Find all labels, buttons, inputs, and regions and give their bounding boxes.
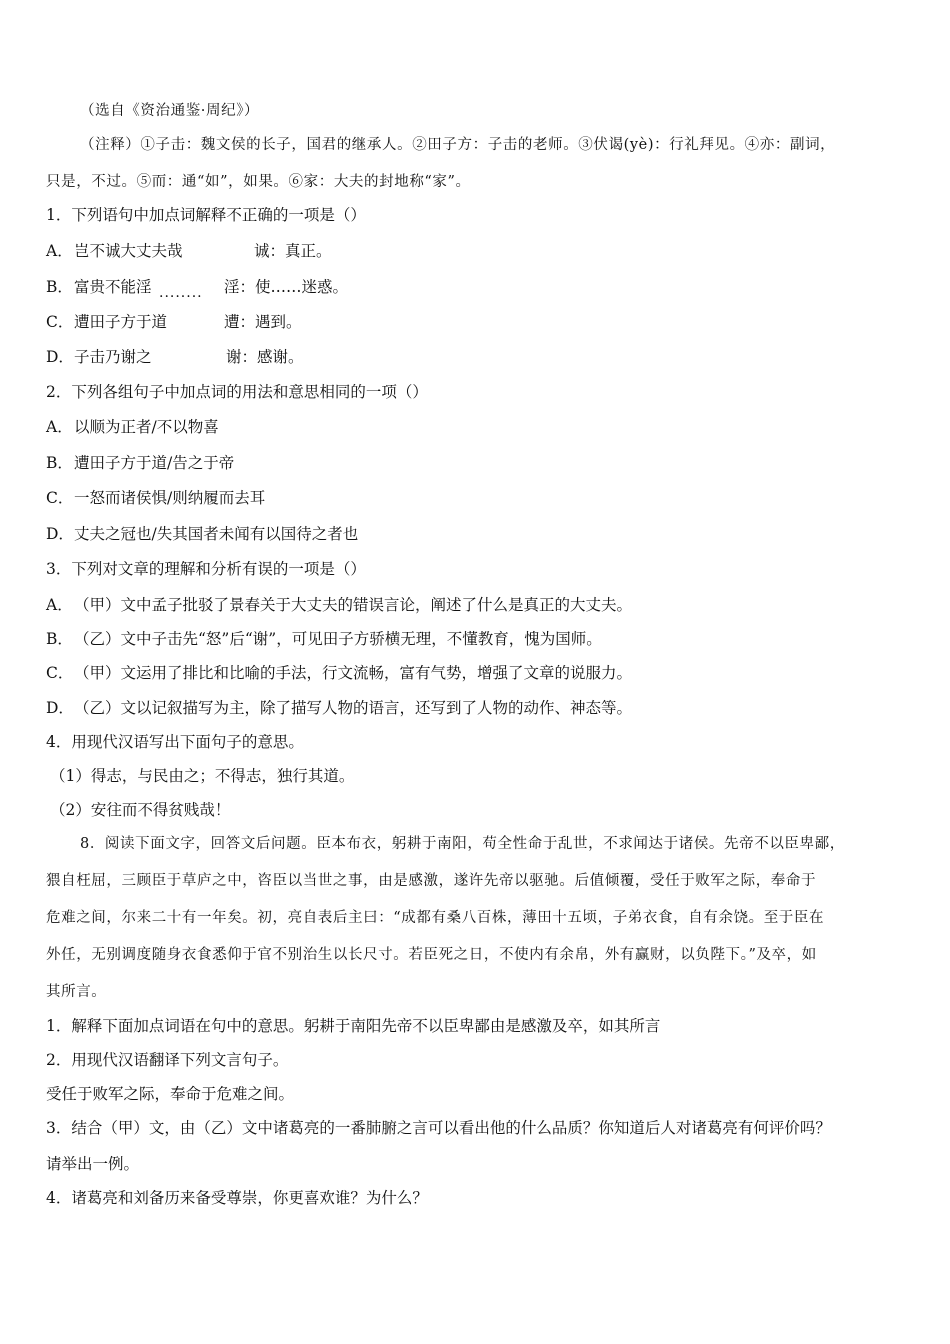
p8-question-4: 4．诸葛亮和刘备历来备受尊崇，你更喜欢谁？为什么？ — [46, 1189, 428, 1207]
q2-option-d — [46, 523, 910, 545]
q2-option-b — [46, 452, 910, 474]
option-text: 丈夫之冠也/失其国者未闻有以国待之者也 — [74, 525, 359, 543]
option-text: 富贵不能淫 — [74, 278, 152, 296]
p8-question-3-cont: 请举出一例。 — [46, 1155, 140, 1173]
q4-stem: 4．用现代汉语写出下面句子的意思。 — [46, 733, 304, 751]
option-text: 岂不诚大丈夫哉 — [74, 242, 183, 260]
passage-line-2: 猥自枉屈，三顾臣于草庐之中，咨臣以当世之事，由是感激，遂许先帝以驱驰。后值倾覆，受任于败军之际，奉命于 — [46, 873, 817, 889]
option-label: B． — [46, 278, 73, 296]
option-label: D． — [46, 525, 74, 543]
q2-option-c — [46, 487, 910, 509]
option-text: （甲）文中孟子批驳了景春关于大丈夫的错误言论，阐述了什么是真正的大丈夫。 — [74, 596, 633, 614]
option-text: （乙）文中子击先“怒”后“谢”，可见田子方骄横无理，不懂教育，愧为国师。 — [74, 630, 602, 648]
annotation-line-2: 只是，不过。⑤而：通“如”，如果。⑥家：大夫的封地称“家”。 — [46, 174, 471, 190]
option-text: 子击乃谢之 — [74, 348, 152, 366]
option-label: B． — [46, 454, 73, 472]
q3-stem: 3．下列对文章的理解和分析有误的一项是（） — [46, 560, 366, 578]
q1-option-b — [46, 276, 910, 301]
p8-question-3: 3．结合（甲）文，由（乙）文中诸葛亮的一番肺腑之言可以看出他的什么品质？你知道后人对诸葛亮有何评价吗？ — [46, 1119, 831, 1137]
q1-stem: 1．下列语句中加点词解释不正确的一项是（） — [46, 206, 366, 224]
option-text: （甲）文运用了排比和比喻的手法，行文流畅，富有气势，增强了文章的说服力。 — [74, 664, 633, 682]
option-label: B． — [46, 630, 73, 648]
q3-option-c — [46, 662, 910, 684]
source-citation: （选自《资治通鉴·周纪》） — [80, 103, 260, 119]
option-text: （乙）文以记叙描写为主，除了描写人物的语言，还写到了人物的动作、神态等。 — [74, 699, 633, 717]
q2-stem: 2．下列各组句子中加点词的用法和意思相同的一项（） — [46, 383, 428, 401]
option-label: C． — [46, 489, 74, 507]
q1-option-c — [46, 311, 910, 333]
option-text: 以顺为正者/不以物喜 — [74, 418, 219, 436]
option-gloss: 淫：使……迷惑。 — [224, 278, 349, 296]
option-label: A． — [46, 242, 73, 260]
q1-option-a — [46, 240, 910, 262]
passage-line-4: 外任，无别调度随身衣食悉仰于官不别治生以长尺寸。若臣死之日，不使内有余帛，外有赢财，以负陛下。”及卒，如 — [46, 947, 817, 963]
passage-line-5: 其所言。 — [46, 984, 107, 1000]
option-gloss: 诚：真正。 — [254, 242, 332, 260]
option-label: A． — [46, 418, 73, 436]
passage-line-1: 8．阅读下面文字，回答文后问题。臣本布衣，躬耕于南阳，苟全性命于乱世，不求闻达于诸侯。先帝不以臣卑鄙， — [80, 836, 845, 852]
p8-question-2-sentence: 受任于败军之际，奉命于危难之间。 — [46, 1085, 295, 1103]
option-label: C． — [46, 664, 74, 682]
passage-line-3: 危难之间，尔来二十有一年矣。初，亮自表后主曰：“成都有桑八百株，薄田十五顷，子弟衣食，自有余饶。至于臣在 — [46, 910, 825, 926]
q3-option-b — [46, 628, 910, 650]
q1-option-d — [46, 346, 910, 368]
p8-question-1: 1．解释下面加点词语在句中的意思。躬耕于南阳先帝不以臣卑鄙由是感激及卒，如其所言 — [46, 1017, 661, 1035]
option-gloss: 谢：感谢。 — [226, 348, 304, 366]
option-label: A． — [46, 596, 73, 614]
option-text: 一怒而诸侯惧/则纳履而去耳 — [74, 489, 266, 507]
emphasis-dots: ........ — [159, 285, 203, 301]
p8-question-2: 2．用现代汉语翻译下列文言句子。 — [46, 1051, 289, 1069]
annotation-line-1: （注释）①子击：魏文侯的长子，国君的继承人。②田子方：子击的老师。③伏谒(yè)：行礼拜见。④亦：副词， — [80, 137, 836, 153]
q3-option-d — [46, 697, 910, 719]
option-label: D． — [46, 699, 74, 717]
option-label: D． — [46, 348, 74, 366]
q4-item-2: （2）安往而不得贫贱哉！ — [50, 801, 231, 819]
q4-item-1: （1）得志，与民由之；不得志，独行其道。 — [50, 767, 355, 785]
option-text: 遭田子方于道/告之于帝 — [74, 454, 235, 472]
option-gloss: 遭：遇到。 — [224, 313, 302, 331]
q3-option-a — [46, 594, 910, 616]
q2-option-a — [46, 416, 910, 438]
option-text: 遭田子方于道 — [74, 313, 168, 331]
option-label: C． — [46, 313, 74, 331]
